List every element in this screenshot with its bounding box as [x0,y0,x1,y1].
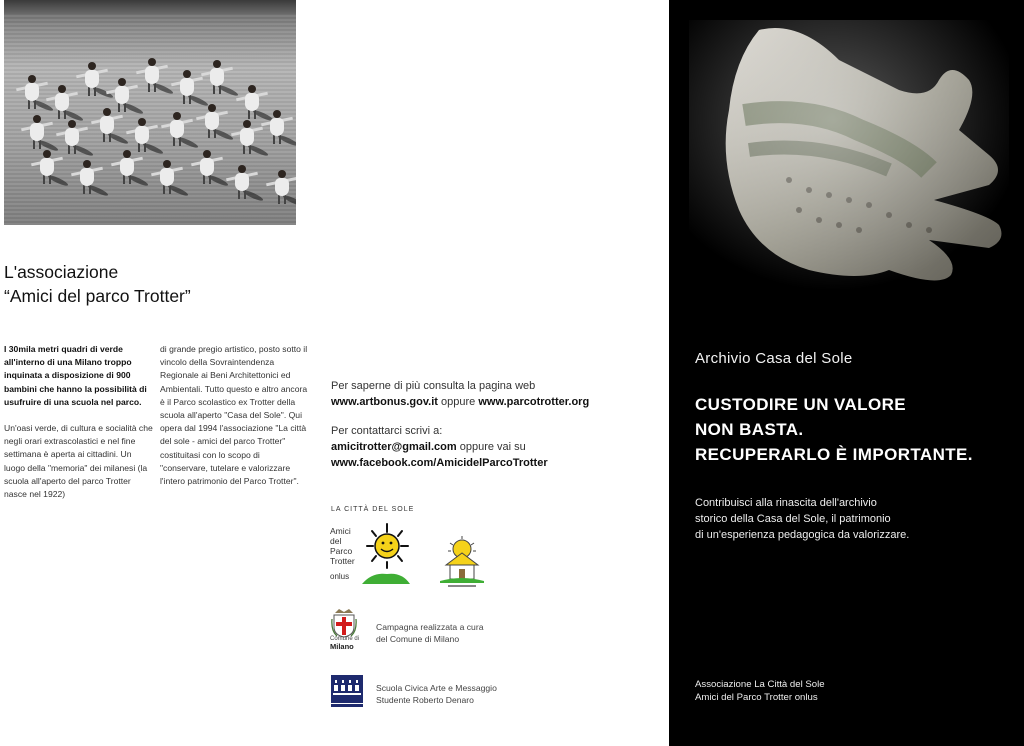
child-figure [39,150,55,184]
web-intro: Per saperne di più consulta la pagina web [331,380,536,392]
comune-credit-line-1: Campagna realizzata a cura [376,622,484,632]
comune-small-text: Comune di [330,636,360,642]
archive-body [695,495,1015,543]
amici-line-1: Amici [330,526,351,536]
comune-credit-line-2: del Comune di Milano [376,633,460,644]
amici-line-4: Trotter [330,556,355,566]
web-info [331,378,631,410]
contact-or: oppure vai su [459,441,526,453]
child-figure [274,170,290,204]
archive-footer [695,679,825,704]
contact-intro: Per contattarci scrivi a: [331,425,443,437]
child-figure [64,120,80,154]
footer-line-2: Amici del Parco Trotter onlus [695,691,818,703]
child-figure [54,85,70,119]
child-figure [159,160,175,194]
child-figure [119,150,135,184]
child-figure [239,120,255,154]
heritage-paragraph: di grande pregio artistico, posto sotto il vincolo della Sovraintendenza Regionale ai Beni Architettonici ed Ambientali. Tutto questo e altro ancora è il Parco scolastico ex Trotter della scuola all'aperto "Casa del Sole". Qui opera dal 1994 l'associazione "La città del sole - amici del parco Trotter" costituitasi con lo scopo di "conservare, tutelare e valorizzare l'intero patrimonio del Parco Trotter". [160,344,308,487]
amici-line-2: del [330,536,342,546]
body-line-2: storico della Casa del Sole, il patrimonio [695,513,891,525]
civica-credit [376,683,497,706]
child-figure [269,110,285,144]
headline-line-1: CUSTODIRE UN VALORE [695,395,906,414]
child-figure [234,165,250,199]
child-figure [144,58,160,92]
child-figure [199,150,215,184]
email-link[interactable]: amicitrotter@gmail.com [331,441,457,453]
intro-paragraph: I 30mila metri quadri di verde all'interno di una Milano troppo inquinata a disposizione di 900 bambini che hanno la possibilità di usufruire di una scuola nel parco. [4,344,147,407]
body-line-3: di un'esperienza pedagogica da valorizzare. [695,529,910,541]
child-figure [79,160,95,194]
child-figure [244,85,260,119]
artbonus-link[interactable]: www.artbonus.gov.it [331,396,438,408]
child-figure [29,115,45,149]
child-figure [209,60,225,94]
comune-credit [376,622,483,645]
body-line-1: Contribuisci alla rinascita dell'archivio [695,497,877,509]
text-column-1 [4,343,154,514]
civica-credit-line-1: Scuola Civica Arte e Messaggio [376,683,497,693]
photo-railing [4,0,296,14]
archive-headline [695,392,973,467]
contact-info [331,423,631,471]
sun-icon [362,522,412,588]
civica-credit-line-2: Studente Roberto Denaro [376,694,474,705]
child-figure [99,108,115,142]
facebook-link[interactable]: www.facebook.com/AmicidelParcoTrotter [331,457,548,469]
oasis-paragraph: Un'oasi verde, di cultura e socialità che negli orari extrascolastici e nel fine settimana è aperta ai cittadini. Un luogo della "memoria" dei milanesi (la scuola all'aperto del parco Trotter nasce nel 1922) [4,423,153,500]
child-figure [114,78,130,112]
headline-line-3: RECUPERARLO È IMPORTANTE. [695,445,973,464]
citta-del-sole-title: LA CITTÀ DEL SOLE [331,506,415,513]
child-figure [24,75,40,109]
archive-panel [669,0,1024,746]
child-figure [179,70,195,104]
heading-line-1: L'associazione [4,262,119,282]
text-column-2 [160,343,310,501]
amici-logo-text [330,526,355,566]
comune-label [330,636,359,652]
casa-del-sole-logo [436,535,488,589]
comune-big-text: Milano [330,642,354,651]
amici-onlus: onlus [330,572,350,581]
amici-line-3: Parco [330,546,353,556]
amici-parco-trotter-logo [330,522,430,588]
association-heading [4,260,294,308]
hand-with-photo-image [689,20,1009,305]
child-figure [169,112,185,146]
parcotrotter-link[interactable]: www.parcotrotter.org [478,396,590,408]
child-figure [134,118,150,152]
headline-line-2: NON BASTA. [695,420,804,439]
footer-line-1: Associazione La Città del Sole [695,679,825,690]
archive-subtitle: Archivio Casa del Sole [695,350,853,367]
child-figure [84,62,100,96]
web-or: oppure [441,396,476,408]
heading-line-2: “Amici del parco Trotter” [4,286,191,306]
historic-photo [4,0,296,225]
child-figure [204,104,220,138]
scuola-civica-logo-icon [331,675,363,707]
